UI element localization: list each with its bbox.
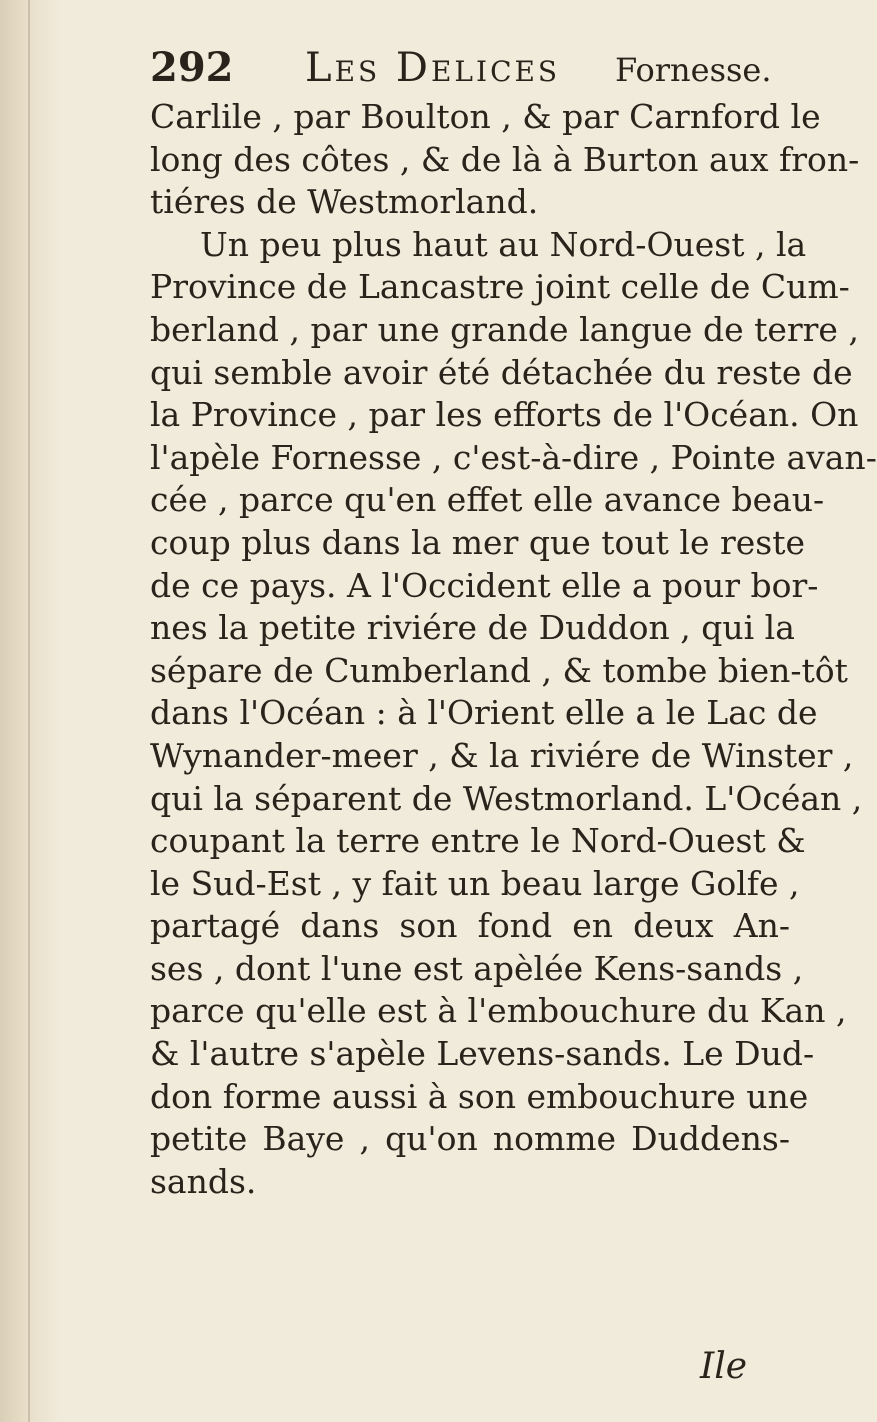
text-line: dans l'Océan : à l'Orient elle a le Lac de — [150, 693, 818, 733]
text-line: Carlile , par Boulton , & par Carnford le — [150, 97, 821, 136]
text-line: qui la séparent de Westmorland. L'Océan , — [150, 778, 863, 818]
text-line: parce qu'elle est à l'embouchure du Kan , — [150, 991, 847, 1031]
book-title: Les Delices — [305, 45, 561, 91]
text-line: ses , dont l'une est apèlée Kens-sands , — [150, 948, 804, 988]
text-line: Wynander-meer , & la riviére de Winster , — [150, 735, 854, 775]
text-line: l'apèle Fornesse , c'est-à-dire , Pointe avan- — [150, 437, 877, 477]
text-line: tiéres de Westmorland. — [150, 182, 539, 222]
text-line: qui semble avoir été détachée du reste de — [150, 352, 853, 392]
text-line: & l'autre s'apèle Levens-sands. Le Dud- — [150, 1034, 815, 1074]
text-line: petite Baye , qu'on nomme Duddens- — [150, 1119, 790, 1159]
page-number: 292 — [150, 44, 234, 91]
text-line: coup plus dans la mer que tout le reste — [150, 522, 805, 562]
text-line: Un peu plus haut au Nord-Ouest , la — [200, 224, 807, 264]
running-head — [150, 44, 790, 92]
text-line: coupant la terre entre le Nord-Ouest & — [150, 821, 806, 861]
body-text — [150, 96, 877, 1203]
text-line: berland , par une grande langue de terre , — [150, 309, 859, 349]
text-line: partagé dans son fond en deux An- — [150, 906, 790, 946]
text-line: de ce pays. A l'Occident elle a pour bor- — [150, 565, 819, 605]
page-gutter-shadow — [0, 0, 60, 1422]
text-line: le Sud-Est , y fait un beau large Golfe , — [150, 863, 800, 903]
text-line: Province de Lancastre joint celle de Cum- — [150, 267, 850, 307]
text-line: la Province , par les efforts de l'Océan. On — [150, 395, 859, 435]
text-line: sépare de Cumberland , & tombe bien-tôt — [150, 650, 848, 690]
text-line: don forme aussi à son embouchure une — [150, 1076, 809, 1116]
footer-catchword: Ile — [700, 1346, 748, 1387]
text-line: long des côtes , & de là à Burton aux fron- — [150, 139, 860, 179]
page-edge — [28, 0, 30, 1422]
text-line: nes la petite riviére de Duddon , qui la — [150, 608, 795, 648]
text-line: cée , parce qu'en effet elle avance beau- — [150, 480, 825, 520]
text-line: sands. — [150, 1161, 257, 1201]
header-catchword: Fornesse. — [615, 51, 772, 89]
